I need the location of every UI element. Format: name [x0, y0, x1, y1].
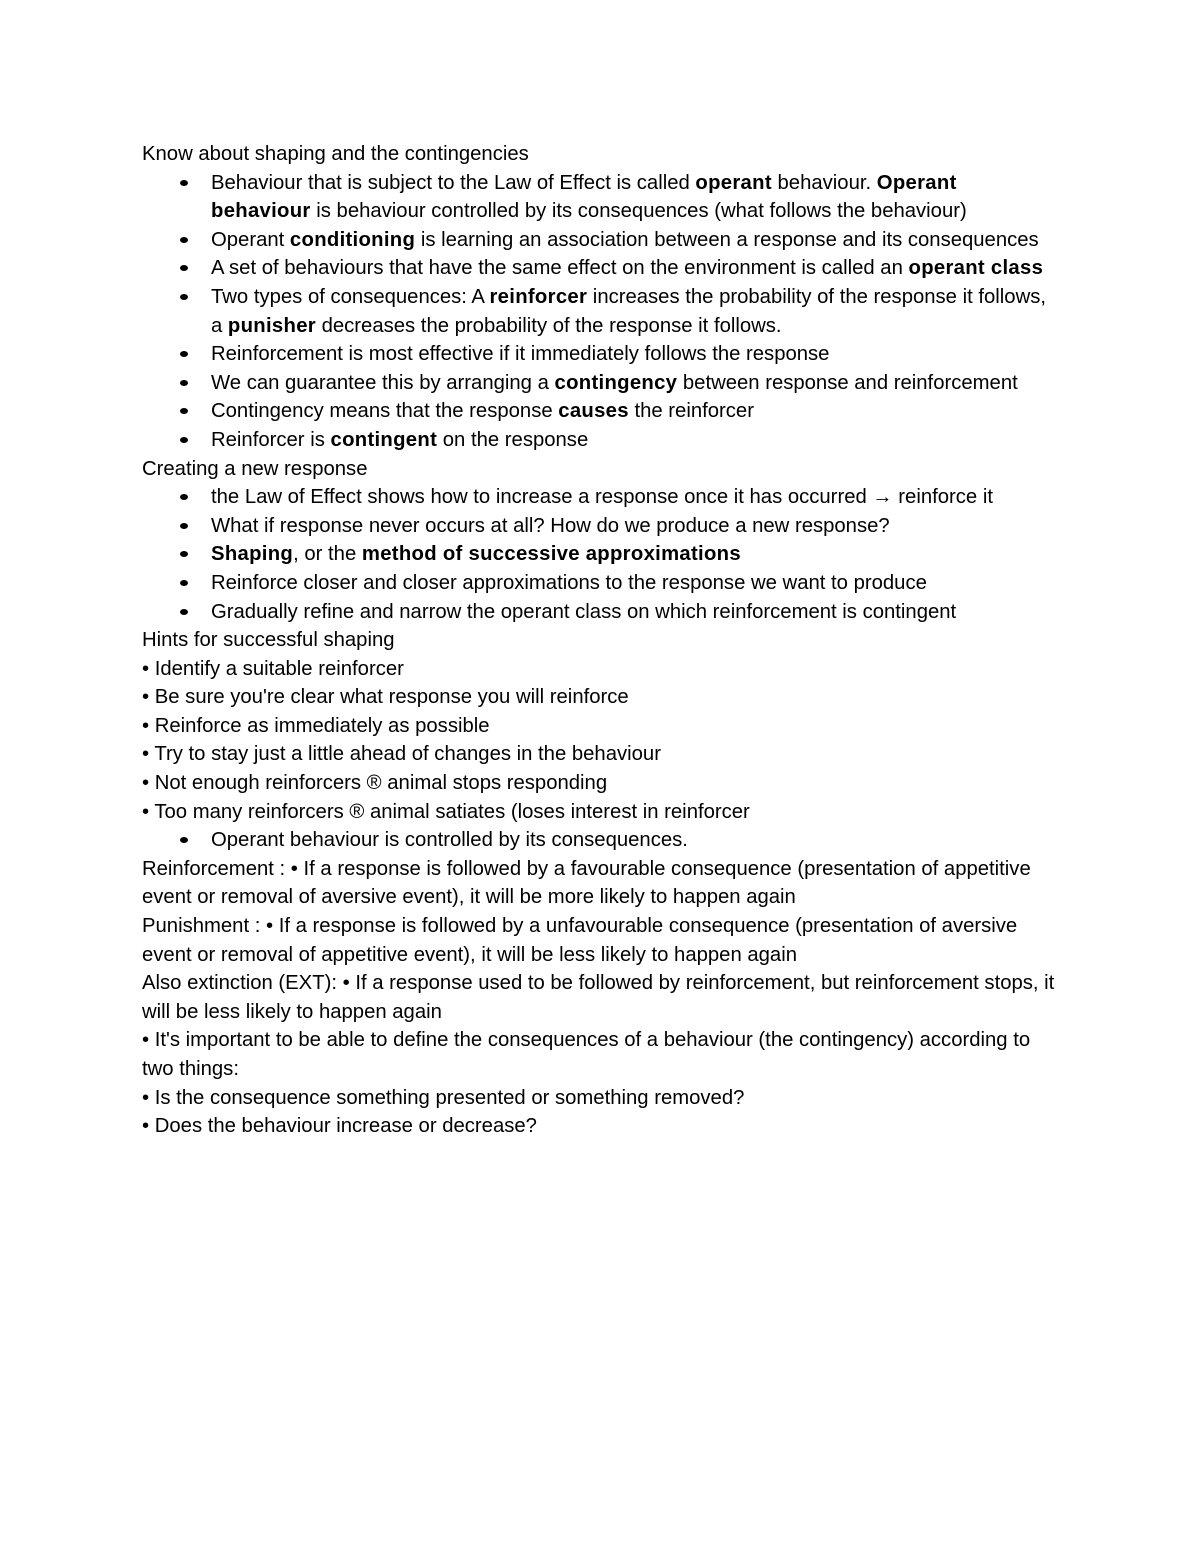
bullet-item — [142, 283, 1062, 340]
question-line: • Is the consequence something presented or something removed? — [142, 1086, 745, 1109]
bullet-item — [142, 569, 1062, 598]
text-run: decreases the probability of the response it follows. — [315, 314, 782, 337]
text-run: the Law of Effect shows how to increase a response once it has occurred → reinforce it — [211, 486, 993, 509]
bullet-icon — [180, 837, 188, 843]
text-run: Operant — [211, 228, 290, 251]
text-run: Behaviour that is subject to the Law of Effect is called — [211, 171, 696, 194]
text-run: is learning an association between a response and its consequences — [415, 228, 1039, 251]
bullet-icon — [180, 494, 188, 500]
bullet-item — [142, 226, 1062, 255]
document-page — [142, 140, 1062, 1141]
text-run: Reinforcer is — [211, 428, 331, 451]
bold-term: method of successive approximations — [361, 543, 741, 566]
text-run: Contingency means that the response — [211, 400, 559, 423]
consequence-definition-line: • It's important to be able to define the consequences of a behaviour (the contingency) according to two things: — [142, 1029, 1031, 1080]
section-heading: Know about shaping and the contingencies — [142, 143, 529, 165]
bullet-icon — [180, 437, 188, 443]
bold-term: Operant behaviour — [211, 171, 957, 223]
bullet-item — [142, 826, 1062, 855]
text-run: Gradually refine and narrow the operant class on which reinforcement is contingent — [211, 600, 957, 623]
bullet-icon — [180, 523, 188, 529]
bullet-item — [142, 340, 1062, 369]
bullet-icon — [180, 580, 188, 586]
hint-line: • Too many reinforcers ® animal satiates (loses interest in reinforcer — [142, 800, 750, 823]
section-heading: Creating a new response — [142, 457, 368, 480]
text-run: We can guarantee this by arranging a — [211, 371, 555, 394]
bold-term: operant — [695, 171, 772, 194]
text-run: Two types of consequences: A — [211, 285, 490, 308]
bold-term: conditioning — [289, 228, 416, 251]
hint-line: • Be sure you're clear what response you will reinforce — [142, 686, 629, 709]
bullet-icon — [180, 408, 188, 414]
text-run: between response and reinforcement — [677, 371, 1018, 394]
bullet-icon — [180, 380, 188, 386]
bold-term: contingency — [554, 371, 678, 394]
bullet-icon — [180, 180, 188, 186]
bold-term: reinforcer — [489, 285, 588, 308]
hint-line: • Reinforce as immediately as possible — [142, 714, 490, 737]
text-run: increases the probability of the response it follows, a — [211, 285, 1046, 337]
text-run: What if response never occurs at all? How do we produce a new response? — [211, 514, 890, 537]
bullet-item — [142, 512, 1062, 541]
bullet-icon — [180, 265, 188, 271]
question-line: • Does the behaviour increase or decrease? — [142, 1115, 537, 1138]
bullet-item — [142, 369, 1062, 398]
bullet-icon — [180, 351, 188, 357]
bullet-item — [142, 598, 1062, 627]
text-run: A set of behaviours that have the same effect on the environment is called an — [211, 257, 909, 280]
bullet-icon — [180, 551, 188, 557]
bold-term: causes — [558, 400, 629, 423]
bold-term: operant class — [908, 257, 1044, 280]
hint-line: • Not enough reinforcers ® animal stops responding — [142, 772, 608, 795]
bullet-icon — [180, 294, 188, 300]
text-run: on the response — [437, 428, 589, 451]
text-run: the reinforcer — [628, 400, 754, 423]
bullet-list — [142, 483, 1062, 626]
bold-term: contingent — [330, 428, 438, 451]
bullet-item — [142, 483, 1062, 512]
hint-line: • Identify a suitable reinforcer — [142, 657, 404, 680]
text-run: is behaviour controlled by its consequences (what follows the behaviour) — [310, 200, 967, 223]
text-run: Operant behaviour is controlled by its consequences. — [211, 829, 688, 852]
hint-line: • Try to stay just a little ahead of changes in the behaviour — [142, 743, 661, 766]
bold-term: Shaping — [211, 543, 294, 566]
punishment-paragraph: Punishment : • If a response is followed by a unfavourable consequence (presentation of aversive event or removal of appetitive event), it will be less likely to happen again — [142, 915, 1018, 966]
bold-term: punisher — [227, 314, 316, 337]
text-run: Reinforcement is most effective if it immediately follows the response — [211, 343, 830, 366]
bullet-item — [142, 426, 1062, 455]
reinforcement-paragraph: Reinforcement : • If a response is followed by a favourable consequence (presentation of appetitive event or removal of aversive event), it will be more likely to happen again — [142, 857, 1031, 909]
text-run: , or the — [293, 543, 362, 566]
text-run: behaviour. — [771, 171, 877, 194]
extinction-paragraph: Also extinction (EXT): • If a response used to be followed by reinforcement, but reinforcement stops, it will be less likely to happen again — [142, 972, 1055, 1023]
text-run: Reinforce closer and closer approximations to the response we want to produce — [211, 571, 927, 594]
bullet-item — [142, 169, 1062, 226]
bullet-icon — [180, 237, 188, 243]
bullet-item — [142, 254, 1062, 283]
section-heading: Hints for successful shaping — [142, 629, 395, 652]
bullet-item — [142, 397, 1062, 426]
bullet-icon — [180, 609, 188, 615]
bullet-list — [142, 169, 1062, 455]
bullet-list — [142, 826, 1062, 855]
bullet-item — [142, 540, 1062, 569]
